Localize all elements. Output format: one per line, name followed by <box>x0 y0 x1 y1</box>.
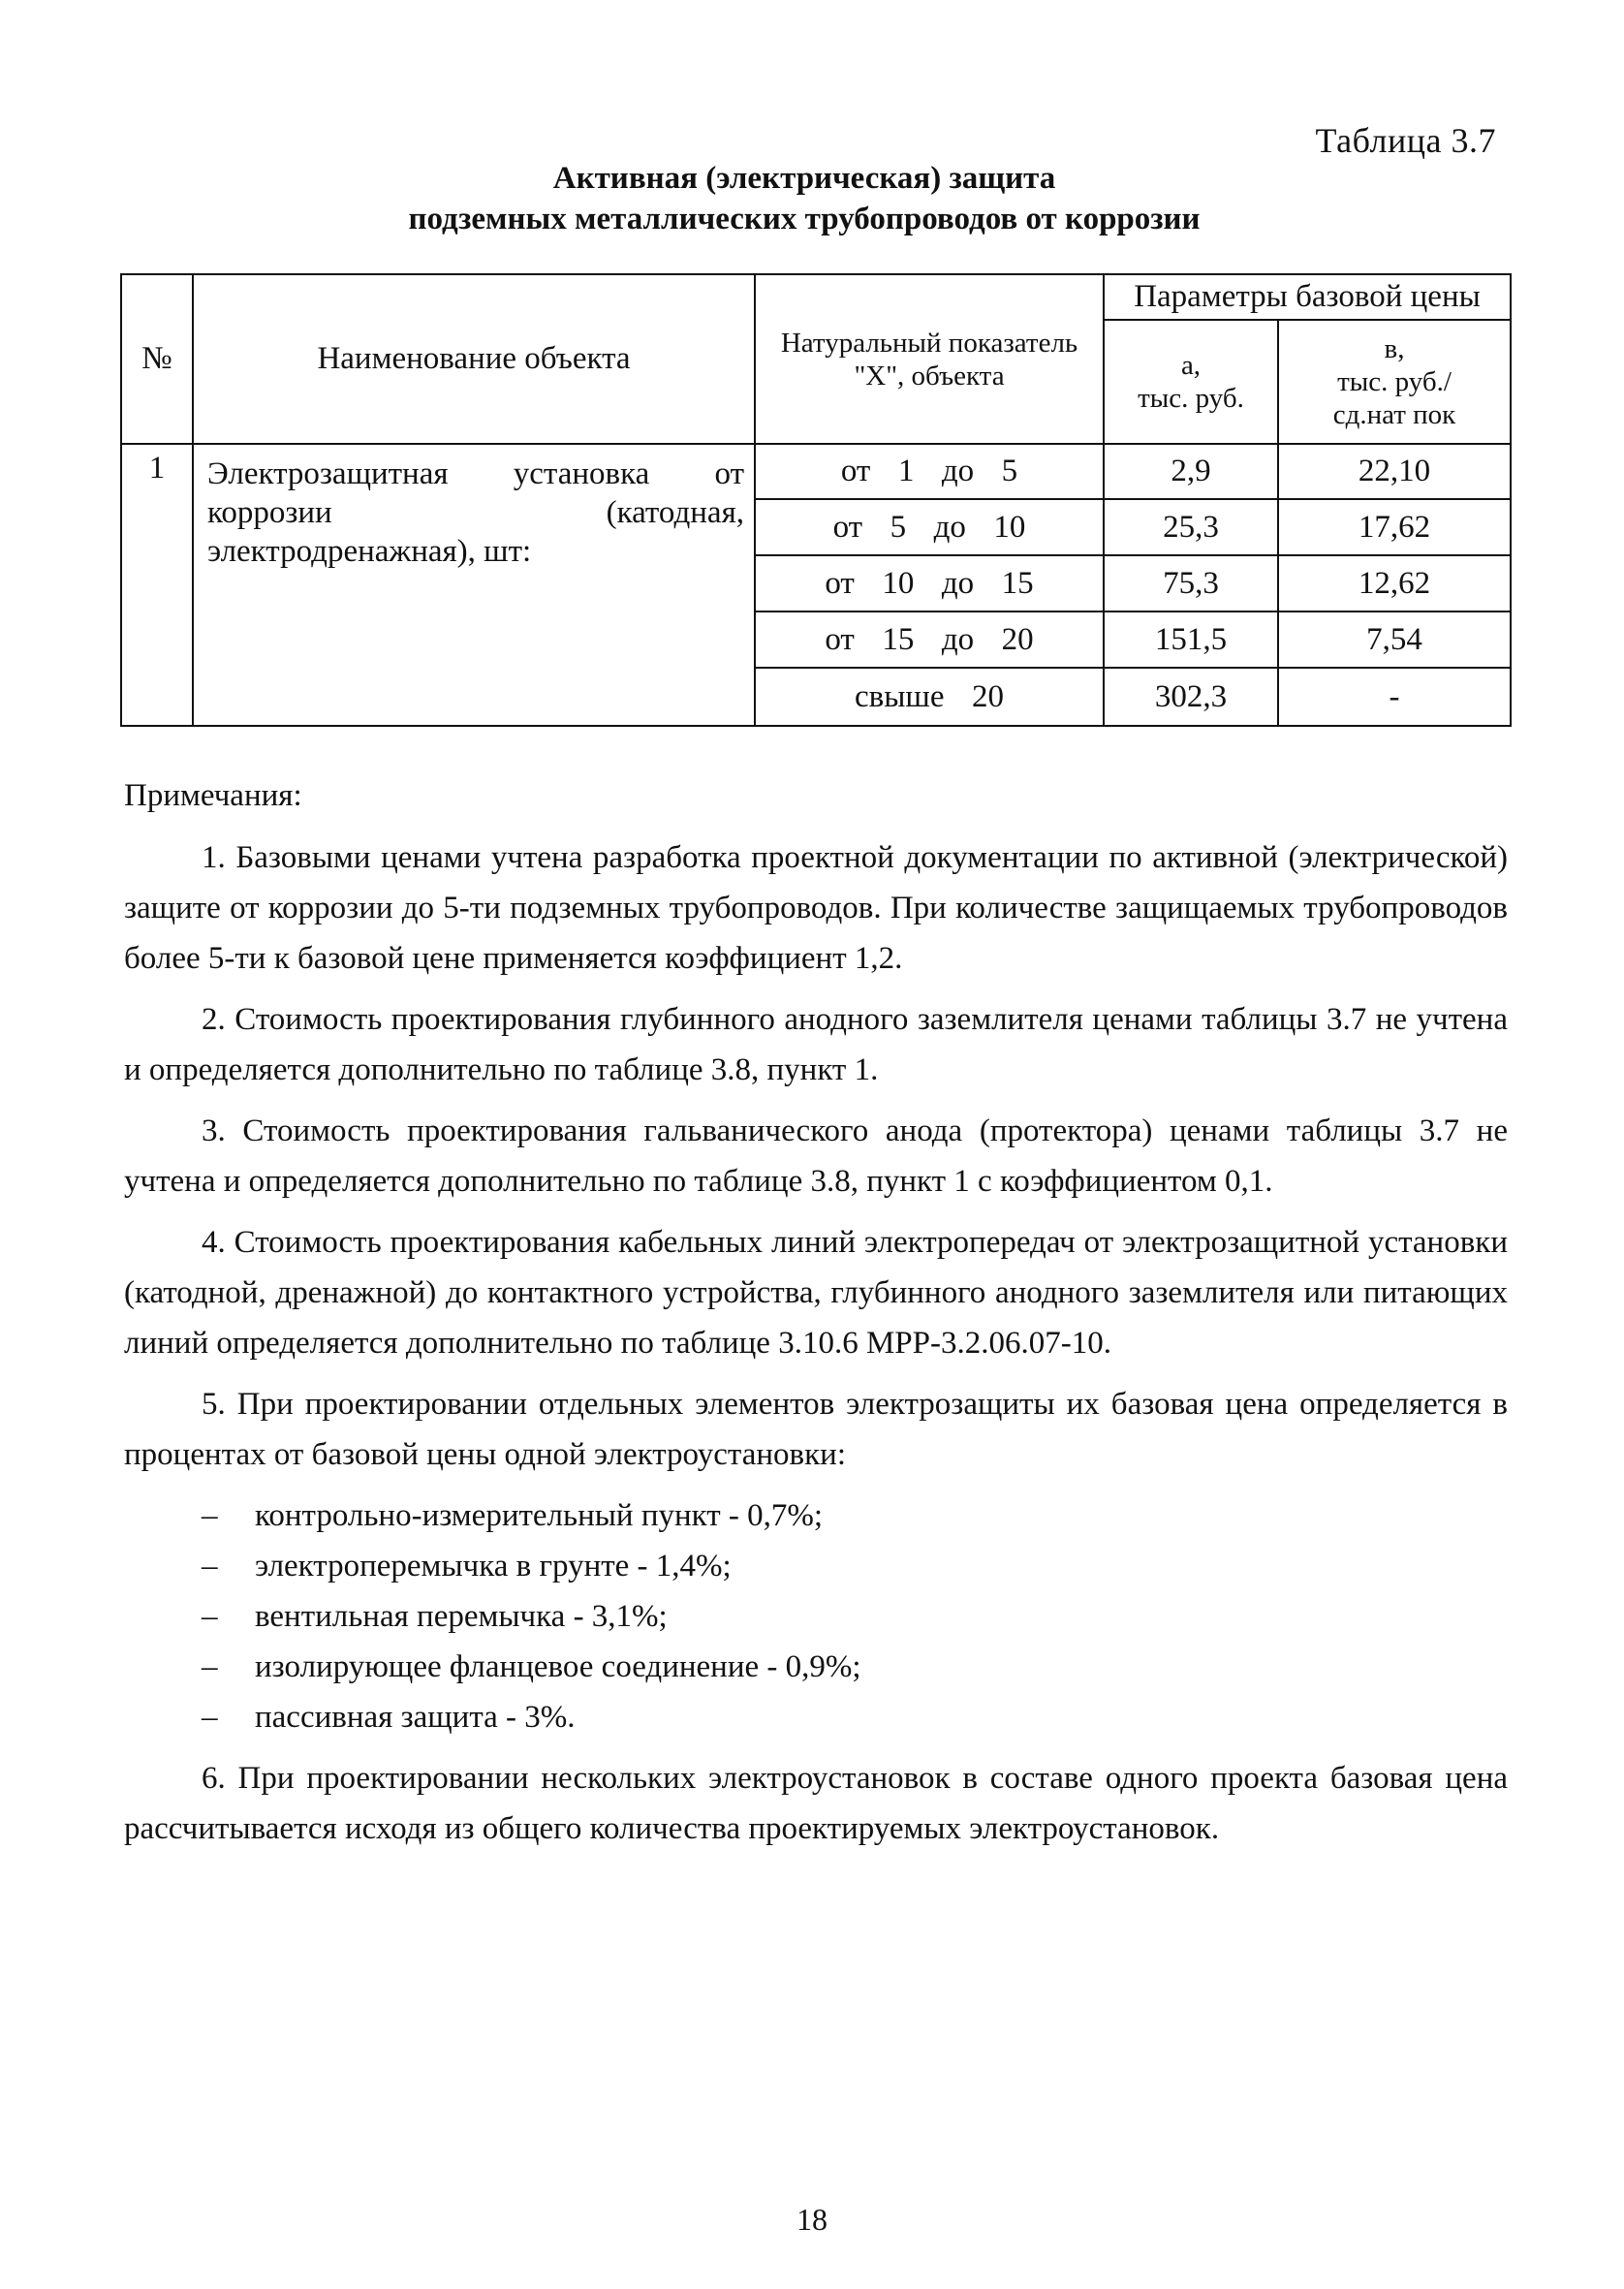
title-line-2: подземных металлических трубопроводов от коррозии <box>408 202 1201 236</box>
a-value-cell: 151,5 <box>1104 611 1278 668</box>
header-b: в, тыс. руб./ сд.нат пок <box>1278 320 1511 444</box>
dash-bullet: – <box>202 1549 218 1583</box>
dash-bullet: – <box>202 1649 218 1684</box>
list-item: – вентильная перемычка - 3,1%; <box>124 1591 1508 1642</box>
title-line-1: Активная (электрическая) защита <box>552 161 1056 196</box>
a-value-cell: 302,3 <box>1104 668 1278 726</box>
dash-bullet: – <box>202 1599 218 1634</box>
table-title <box>242 158 1366 239</box>
table-row <box>121 444 1511 499</box>
range-cell: от 1 до 5 <box>755 444 1104 499</box>
note-item: 1. Базовыми ценами учтена разработка проектной документации по активной (электрической) защите от коррозии до 5-ти подземных трубопроводов. При количестве защищаемых трубопроводов более 5-ти к базовой цене применяется коэффициент 1,2. <box>124 840 1508 976</box>
header-natural-indicator: Натуральный показатель "X", объекта <box>755 274 1104 444</box>
notes-section <box>124 770 1508 1865</box>
table-label: Таблица 3.7 <box>1315 121 1496 160</box>
row-number: 1 <box>121 444 193 726</box>
list-item: – контрольно-измерительный пункт - 0,7%; <box>124 1490 1508 1541</box>
range-cell: от 15 до 20 <box>755 611 1104 668</box>
row-object-name: Электрозащитная установка от коррозии (катодная, электродренажная), шт: <box>193 444 755 726</box>
b-value-cell: 17,62 <box>1278 499 1511 555</box>
header-a: а, тыс. руб. <box>1104 320 1278 444</box>
a-value-cell: 2,9 <box>1104 444 1278 499</box>
list-item: – электроперемычка в грунте - 1,4%; <box>124 1541 1508 1591</box>
list-item: – изолирующее фланцевое соединение - 0,9%; <box>124 1642 1508 1692</box>
dash-bullet: – <box>202 1700 218 1735</box>
b-value-cell: 12,62 <box>1278 555 1511 611</box>
header-number: № <box>121 274 193 444</box>
price-table <box>120 273 1512 727</box>
b-value-cell: 22,10 <box>1278 444 1511 499</box>
note-item: 4. Стоимость проектирования кабельных линий электропередач от электрозащитной установки (катодной, дренажной) до контактного устройства, глубинного анодного заземлителя или питающих линий определяется дополнительно по таблице 3.10.6 МРР-3.2.06.07-10. <box>124 1225 1508 1361</box>
note-item: 3. Стоимость проектирования гальванического анода (протектора) ценами таблицы 3.7 не учтена и определяется дополнительно по таблице 3.8, пункт 1 с коэффициентом 0,1. <box>124 1113 1508 1199</box>
page-number: 18 <box>796 2202 828 2237</box>
range-cell: свыше 20 <box>755 668 1104 726</box>
range-cell: от 10 до 15 <box>755 555 1104 611</box>
a-value-cell: 75,3 <box>1104 555 1278 611</box>
note-item: 2. Стоимость проектирования глубинного анодного заземлителя ценами таблицы 3.7 не учтена и определяется дополнительно по таблице 3.8, пункт 1. <box>124 1002 1508 1087</box>
notes-heading: Примечания: <box>124 778 302 813</box>
a-value-cell: 25,3 <box>1104 499 1278 555</box>
header-object-name: Наименование объекта <box>193 274 755 444</box>
note-item: 6. При проектировании нескольких электроустановок в составе одного проекта базовая цена рассчитывается исходя из общего количества проектируемых электроустановок. <box>124 1761 1508 1846</box>
list-item: – пассивная защита - 3%. <box>124 1692 1508 1742</box>
dash-bullet: – <box>202 1498 218 1533</box>
range-cell: от 5 до 10 <box>755 499 1104 555</box>
b-value-cell: - <box>1278 668 1511 726</box>
header-price-params: Параметры базовой цены <box>1104 274 1511 320</box>
b-value-cell: 7,54 <box>1278 611 1511 668</box>
note-dash-list <box>124 1490 1508 1742</box>
note-item: 5. При проектировании отдельных элементов электрозащиты их базовая цена определяется в процентах от базовой цены одной электроустановки: <box>124 1387 1508 1472</box>
